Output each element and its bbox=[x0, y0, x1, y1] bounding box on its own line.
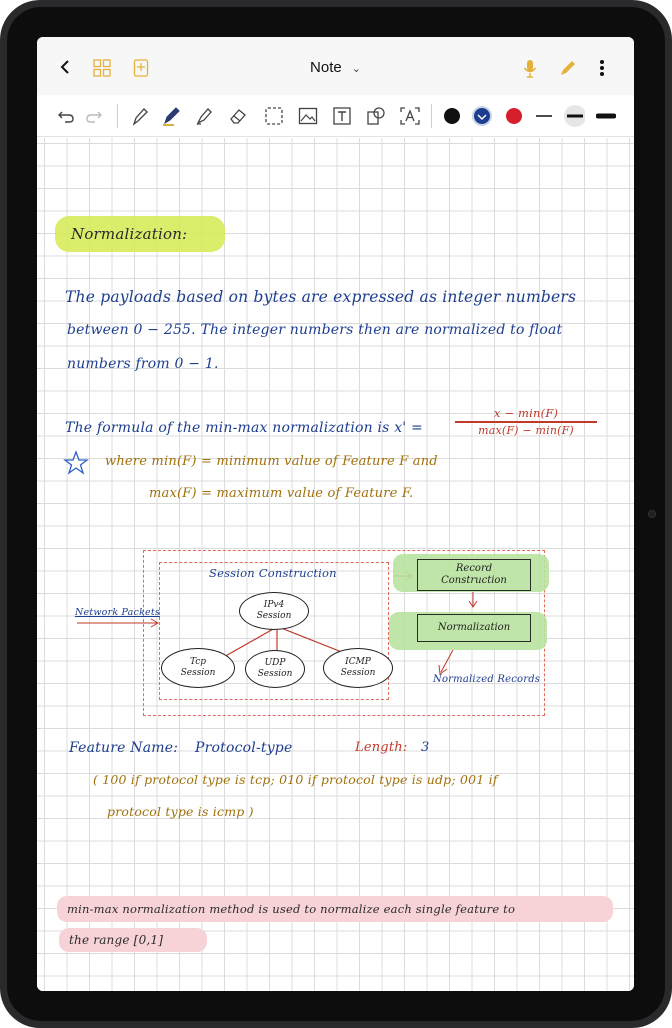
paragraph-line: numbers from 0 − 1. bbox=[67, 356, 219, 372]
feature-name-value: Protocol-type bbox=[195, 740, 293, 756]
box-label: Record bbox=[455, 563, 493, 574]
stroke-thick-option[interactable] bbox=[595, 105, 617, 127]
title-text: Note bbox=[310, 59, 342, 76]
node-label: Session bbox=[257, 669, 293, 679]
feature-detail-line: protocol type is icmp ) bbox=[107, 804, 254, 819]
star-icon bbox=[63, 450, 89, 480]
redo-icon[interactable] bbox=[83, 105, 105, 127]
tcp-session-node bbox=[161, 648, 235, 688]
formula-denominator: max(F) − min(F) bbox=[478, 423, 574, 437]
toolbar-divider bbox=[117, 104, 118, 128]
stroke-medium-option[interactable] bbox=[563, 105, 585, 127]
undo-icon[interactable] bbox=[55, 105, 77, 127]
image-icon[interactable] bbox=[297, 105, 319, 127]
highlighter-icon[interactable] bbox=[193, 105, 215, 127]
node-label: ICMP bbox=[345, 657, 371, 667]
feature-name-label: Feature Name: bbox=[69, 740, 179, 756]
node-label: Session bbox=[340, 668, 376, 678]
summary-line: the range [0,1] bbox=[69, 933, 164, 947]
more-vertical-icon[interactable] bbox=[599, 59, 605, 77]
eraser-icon[interactable] bbox=[227, 105, 249, 127]
pencil-icon[interactable] bbox=[559, 59, 577, 77]
paragraph-line: between 0 − 255. The integer numbers then are normalized to float bbox=[67, 322, 563, 338]
ipv4-session-node bbox=[239, 592, 309, 630]
formula-where-line: max(F) = maximum value of Feature F. bbox=[149, 486, 414, 501]
shape-icon[interactable] bbox=[365, 105, 387, 127]
heading-text: Normalization: bbox=[71, 225, 188, 243]
color-red-swatch[interactable] bbox=[503, 105, 525, 127]
text-recognition-icon[interactable] bbox=[399, 105, 421, 127]
pen-icon[interactable] bbox=[129, 105, 151, 127]
feature-detail-line: ( 100 if protocol type is tcp; 010 if protocol type is udp; 001 if bbox=[93, 772, 498, 787]
formula-fraction bbox=[455, 406, 597, 437]
node-label: Session bbox=[180, 668, 216, 678]
icmp-session-node bbox=[323, 648, 393, 688]
box-label: Normalization bbox=[437, 622, 511, 633]
node-label: Session bbox=[256, 611, 292, 621]
top-bar bbox=[37, 37, 634, 95]
summary-line: min-max normalization method is used to normalize each single feature to bbox=[67, 902, 516, 916]
down-arrow bbox=[467, 592, 479, 610]
fraction-bar bbox=[455, 421, 597, 423]
paragraph-line: The payloads based on bytes are expressed as integer numbers bbox=[65, 288, 577, 306]
record-construction-box bbox=[417, 559, 531, 591]
drawing-toolbar bbox=[37, 95, 634, 137]
camera-dot bbox=[648, 510, 656, 518]
chevron-down-icon[interactable]: ⌄ bbox=[351, 63, 361, 75]
formula-where-line: where min(F) = minimum value of Feature F and bbox=[105, 454, 438, 469]
normalization-box bbox=[417, 614, 531, 642]
formula-lead: The formula of the min-max normalization is x' = bbox=[65, 420, 423, 436]
node-label: UDP bbox=[264, 658, 286, 668]
normalized-records-label: Normalized Records bbox=[433, 674, 541, 685]
network-packets-label: Network Packets bbox=[75, 607, 160, 618]
node-label: IPv4 bbox=[263, 600, 285, 610]
udp-session-node bbox=[245, 650, 305, 688]
fountain-pen-icon[interactable] bbox=[161, 105, 183, 127]
length-label: Length: bbox=[355, 740, 408, 755]
formula-numerator: x − min(F) bbox=[493, 406, 559, 420]
node-label: Tcp bbox=[189, 657, 207, 667]
color-black-swatch[interactable] bbox=[441, 105, 463, 127]
session-construction-label: Session Construction bbox=[209, 566, 337, 580]
microphone-icon[interactable] bbox=[523, 59, 537, 79]
box-label: Construction bbox=[441, 575, 507, 586]
length-value: 3 bbox=[421, 740, 430, 755]
toolbar-divider bbox=[431, 104, 432, 128]
note-app-screen bbox=[37, 37, 634, 991]
lasso-select-icon[interactable] bbox=[263, 105, 285, 127]
note-title[interactable] bbox=[37, 59, 634, 76]
stroke-thin-option[interactable] bbox=[533, 105, 555, 127]
text-box-icon[interactable] bbox=[331, 105, 353, 127]
color-blue-swatch-selected[interactable] bbox=[471, 105, 493, 127]
note-canvas[interactable] bbox=[37, 138, 634, 991]
packets-arrow bbox=[77, 618, 163, 628]
